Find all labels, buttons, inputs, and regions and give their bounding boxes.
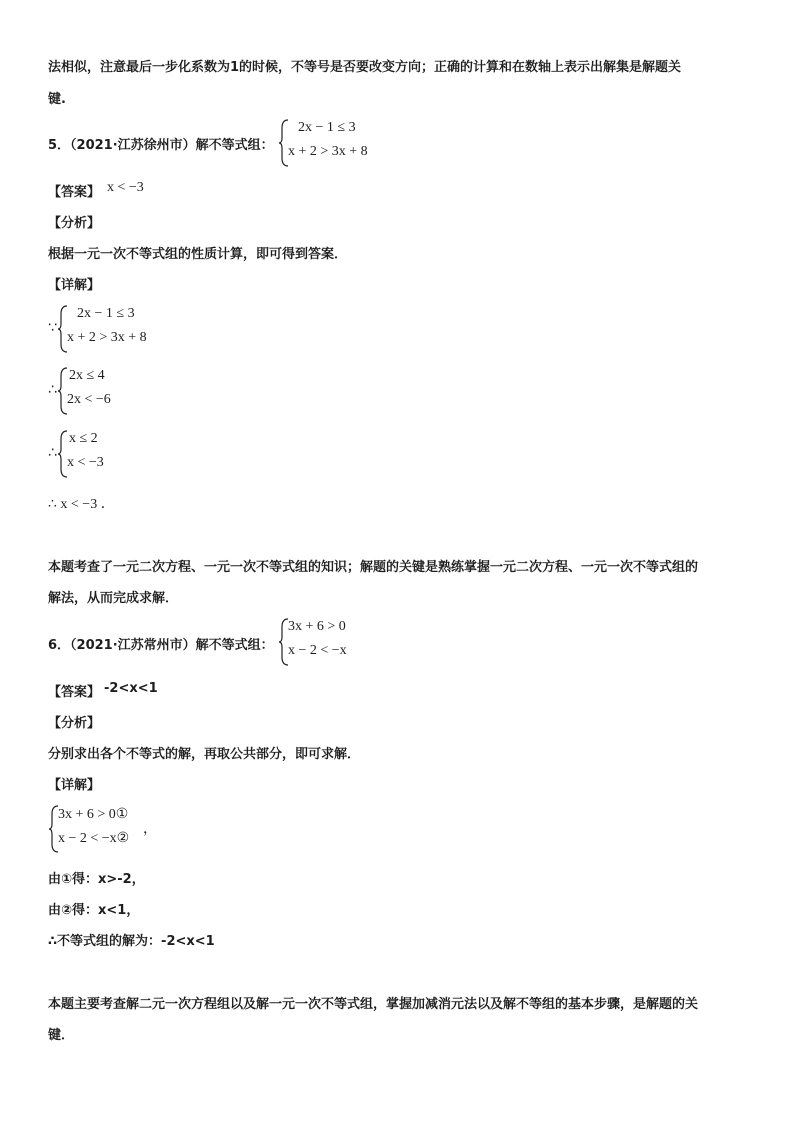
system-row: 3x + 6 > 0 [288, 619, 346, 634]
paragraph-line: 键. [48, 92, 66, 107]
system-row: x ≤ 2 [69, 431, 98, 446]
therefore-symbol: ∴ [48, 382, 57, 398]
analysis-text: 分别求出各个不等式的解，再取公共部分，即可求解． [48, 747, 361, 762]
step-system [57, 366, 137, 416]
system-row: 2x < −6 [67, 392, 111, 407]
system-row: x < −3 [67, 455, 104, 470]
system-row: 3x + 6 > 0① [58, 807, 129, 822]
answer-value: x < −3 [107, 180, 144, 195]
system-row: 2x − 1 ≤ 3 [298, 120, 356, 135]
analysis-tag: 【分析】 [48, 216, 101, 231]
system-row: 2x − 1 ≤ 3 [77, 306, 135, 321]
system-row: x − 2 < −x② [58, 831, 130, 846]
question-5-label: 5．（2021·江苏徐州市）解不等式组： [48, 138, 274, 153]
question-6-system [278, 617, 378, 667]
answer-tag: 【答案】 [48, 685, 101, 700]
brace-icon [278, 118, 290, 168]
brace-icon [57, 304, 69, 354]
step-line: 由②得：x<1， [48, 903, 140, 918]
summary-line: 本题主要考查解二元一次方程组以及解一元一次不等式组，掌握加减消元法以及解不等组的基本步骤，是解题的关 [48, 997, 699, 1012]
therefore-symbol: ∴ [48, 445, 57, 461]
question-6-label: 6．（2021·江苏常州市）解不等式组： [48, 638, 274, 653]
brace-icon [57, 429, 69, 479]
system-row: x + 2 > 3x + 8 [288, 144, 368, 159]
detail-system [48, 804, 158, 854]
question-5-system [278, 118, 398, 168]
summary-line: 本题考查了一元二次方程、一元一次不等式组的知识；解题的关键是熟练掌握一元二次方程、一元一次不等式组的 [48, 560, 699, 575]
conclusion: ∴ x < −3 ． [48, 497, 115, 512]
because-symbol: ∵ [48, 320, 57, 336]
system-row: 2x ≤ 4 [69, 368, 105, 383]
comma: ， [143, 822, 157, 837]
analysis-text: 根据一元一次不等式组的性质计算，即可得到答案． [48, 247, 348, 262]
answer-tag: 【答案】 [48, 185, 101, 200]
answer-value: -2<x<1 [104, 681, 158, 696]
solution-line: ∴不等式组的解为：-2<x<1 [48, 934, 215, 949]
step-system [57, 429, 127, 479]
system-row: x + 2 > 3x + 8 [67, 330, 147, 345]
analysis-tag: 【分析】 [48, 716, 101, 731]
summary-line: 解法，从而完成求解． [48, 591, 179, 606]
system-row: x − 2 < −x [288, 643, 347, 658]
summary-line: 键． [48, 1028, 75, 1043]
step-line: 由①得：x>-2， [48, 872, 145, 887]
brace-icon [57, 366, 69, 416]
step-system [57, 304, 167, 354]
detail-tag: 【详解】 [48, 278, 101, 293]
paragraph-line: 法相似，注意最后一步化系数为1的时候，不等号是否要改变方向；正确的计算和在数轴上表示出解集是解题关 [48, 60, 682, 75]
detail-tag: 【详解】 [48, 778, 101, 793]
